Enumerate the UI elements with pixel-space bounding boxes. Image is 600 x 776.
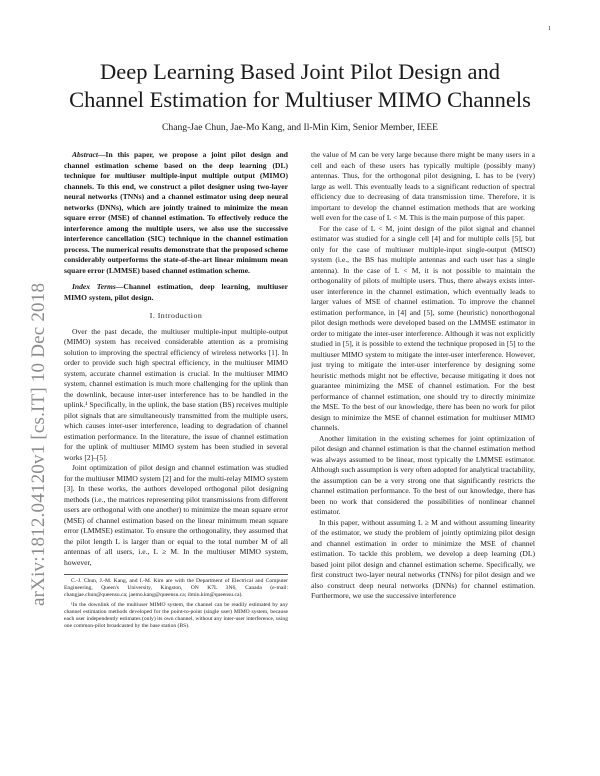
section-heading-introduction: I. Introduction bbox=[149, 311, 203, 320]
right-column bbox=[311, 150, 535, 762]
arxiv-identifier: arXiv:1812.04120v1 [cs.IT] 10 Dec 2018 bbox=[28, 282, 49, 606]
paragraph: Joint optimization of pilot design and channel estimation was studied for the multiuser MIMO system [2] and for the multi-relay MIMO system [3]. In these works, the authors developed orthogonal pilot designing methods (i.e., the matrices representing pilot transmissions from different users are orthogonal with one another) to minimize the mean square error (MSE) of channel estimation based on the linear minimum mean square error (LMMSE) estimator. To ensure the orthogonality, they assumed that the pilot length L is larger than or equal to the total number M of all antennas of all users, i.e., L ≥ M. In the multiuser MIMO system, however, bbox=[64, 463, 288, 567]
paper-title: Deep Learning Based Joint Pilot Design and Channel Estimation for Multiuser MIMO Channels bbox=[69, 59, 531, 112]
author-list: Chang-Jae Chun, Jae-Mo Kang, and Il-Min Kim, Senior Member, IEEE bbox=[162, 122, 438, 133]
abstract bbox=[64, 150, 288, 276]
index-terms-text: —Channel estimation, deep learning, multiuser MIMO system, pilot design. bbox=[64, 282, 288, 302]
abstract-label: Abstract bbox=[72, 150, 98, 159]
left-column bbox=[64, 150, 288, 762]
index-terms-label: Index Terms bbox=[72, 282, 116, 291]
paragraph: In this paper, without assuming L ≥ M and without assuming linearity of the estimator, we study the problem of jointly optimizing pilot design and channel estimation in order to minimize the MSE of channel estimation. To tackle this problem, we develop a deep learning (DL) based joint pilot design and channel estimation scheme. Specifically, we first construct two-layer neural networks (TNNs) for pilot design and we also construct deep neural networks (DNNs) for channel estimation. Furthermore, we use the successive interference bbox=[311, 517, 535, 600]
footnotes bbox=[64, 574, 288, 630]
footnote-1: ¹In the downlink of the multiuser MIMO system, the channel can be readily estimated by any channel estimation methods developed for the point-to-point (single user) MIMO system, because each user independently estimates (only) its own channel, without any inter-user interference, using one common-pilot broadcasted by the base station (BS). bbox=[64, 601, 288, 630]
abstract-text: —In this paper, we propose a joint pilot design and channel estimation scheme based on the deep learning (DL) technique for multiuser multiple-input multiple output (MIMO) channels. To this end, we construct a pilot designer using two-layer neural networks (TNNs) and a channel estimator using deep neural networks (DNNs), which are jointly trained to minimize the mean square error (MSE) of channel estimation. To effectively reduce the interference among the multiple users, we also use the successive interference cancellation (SIC) technique in the channel estimation process. The numerical results demonstrate that the proposed scheme considerably outperforms the state-of-the-art linear minimum mean square error (LMMSE) based channel estimation scheme. bbox=[64, 150, 288, 275]
footnote-affiliation: C.-J. Chun, J.-M. Kang, and I.-M. Kim are with the Department of Electrical and Computer Engineering, Queen's University, Kingston, ON K7L 3N6, Canada (e-mail: changjae.chun@queensu.ca; jaemo.kang@queensu.ca; ilmin.kim@queensu.ca). bbox=[64, 578, 288, 599]
paragraph: For the case of L < M, joint design of the pilot signal and channel estimator was studied for a single cell [4] and for multiple cells [5], but only for the case of multiuser multiple-input single-output (MISO) system (i.e., the BS has multiple antennas and each user has a single antenna). In the case of L < M, it is not possible to maintain the orthogonality of pilots of multiple users. Thus, there always exists inter-user interference in the channel estimation, which eventually leads to larger values of MSE of channel estimation. To improve the channel estimation performance, in [4] and [5], some (heuristic) nonorthogonal pilot design methods were developed based on the LMMSE estimator in order to mitigate the inter-user interference. Although it was not explicitly studied in [5], it is possible to extend the technique proposed in [5] to the multiuser MIMO system to mitigate the inter-user interference. However, just trying to mitigate the inter-user interference by designing some heuristic methods might not be effective, because mitigating it does not guarantee minimizing the MSE of channel estimation. For the best performance of channel estimation, one should try to directly minimize the MSE. To the best of our knowledge, there has been no work for pilot design to minimize the MSE of channel estimation for multiuser MIMO channels. bbox=[311, 223, 535, 432]
page-number: 1 bbox=[548, 26, 551, 32]
paragraph: Another limitation in the existing schemes for joint optimization of pilot design and channel estimation is that the channel estimation method was always assumed to be linear, most typically the LMMSE estimator. Although such assumption is very often adopted for analytical tractability, the assumption can be a very strong one that significantly restricts the channel estimation performance. To the best of our knowledge, there has been no work that considered the possibilities of nonlinear channel estimator. bbox=[311, 433, 535, 516]
paragraph: Over the past decade, the multiuser multiple-input multiple-output (MIMO) system has received considerable attention as a promising solution to improving the spectral efficiency of wireless networks [1]. In order to provide such high spectral efficiency, in the multiuser MIMO system, accurate channel estimation is crucial. In the multiuser MIMO system, channel estimation is much more challenging for the uplink than the downlink, because inter-user interference has to be handled in the uplink.¹ Specifically, in the uplink, the base station (BS) receives multiple pilot signals that are simultaneously transmitted from the multiple users, which causes inter-user interference, leading to degradation of channel estimation performance. In the literature, the issue of channel estimation for the uplink of multiuser MIMO system has been studied in several works [2]–[5]. bbox=[64, 326, 288, 462]
paragraph: the value of M can be very large because there might be many users in a cell and each of these users has typically multiple (possibly many) antennas. Thus, for the orthogonal pilot designing, L has to be (very) large as well. This eventually leads to a significant reduction of spectral efficiency due to decreasing of data transmission time. Therefore, it is important to develop the channel estimation methods that are working well even for the case of L < M. This is the main purpose of this paper. bbox=[311, 150, 535, 222]
index-terms bbox=[64, 282, 288, 303]
